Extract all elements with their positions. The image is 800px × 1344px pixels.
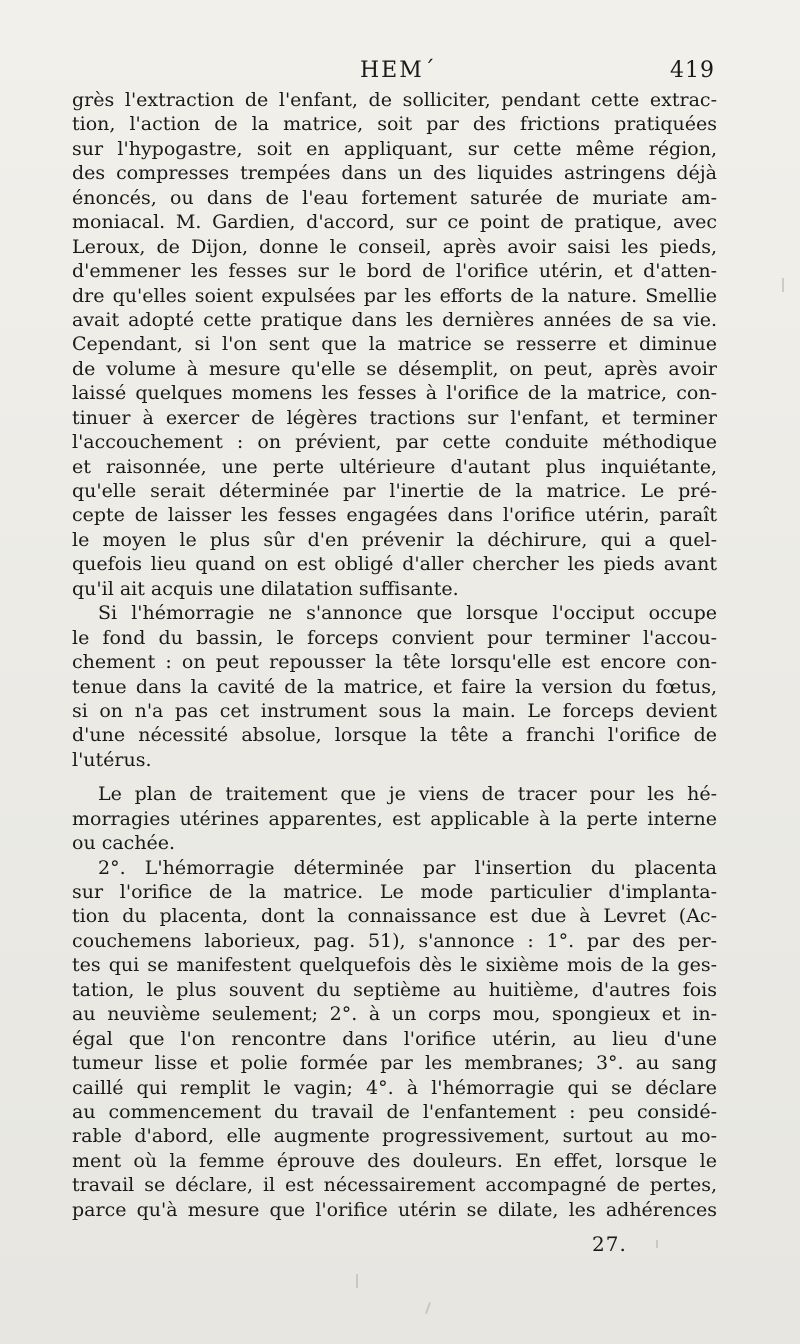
text-line: parce qu'à mesure que l'orifice utérin se dilate, les adhérences: [72, 1198, 717, 1221]
text-line: égal que l'on rencontre dans l'orifice utérin, au lieu d'une: [72, 1027, 717, 1050]
text-line: d'emmener les fesses sur le bord de l'orifice utérin, et d'atten-: [72, 260, 717, 283]
text-line: chement : on peut repousser la tête lorsqu'elle est encore con-: [72, 651, 717, 674]
page-number: 419: [670, 58, 715, 83]
text-line: couchemens laborieux, pag. 51), s'annonce : 1°. par des per-: [72, 929, 717, 952]
page-header: [70, 52, 715, 92]
text-line: avait adopté cette pratique dans les dernières années de sa vie.: [72, 308, 717, 331]
text-line: si on n'a pas cet instrument sous la main. Le forceps devient: [72, 699, 717, 722]
text-line: cepte de laisser les fesses engagées dans l'orifice utérin, paraît: [72, 504, 717, 527]
text-line: d'une nécessité absolue, lorsque la tête a franchi l'orifice de: [72, 724, 717, 747]
text-line: qu'elle serait déterminée par l'inertie de la matrice. Le pré-: [72, 480, 717, 502]
text-line: ou cachée.: [72, 832, 176, 855]
text-line: Leroux, de Dijon, donne le conseil, après avoir saisi les pieds,: [72, 235, 717, 258]
text-line: grès l'extraction de l'enfant, de solliciter, pendant cette extrac-: [72, 89, 717, 111]
paper-speck: [782, 278, 784, 292]
text-line: tion du placenta, dont la connaissance est due à Levret (Ac-: [72, 905, 717, 928]
text-line: le fond du bassin, le forceps convient pour terminer l'accou-: [72, 626, 717, 649]
text-line: le moyen le plus sûr d'en prévenir la déchirure, qui a quel-: [72, 528, 717, 551]
paper-speck: [425, 1302, 431, 1314]
text-line: laissé quelques momens les fesses à l'orifice de la matrice, con-: [72, 382, 717, 405]
text-line: Cependant, si l'on sent que la matrice se resserre et diminue: [72, 333, 717, 356]
text-line: rable d'abord, elle augmente progressivement, surtout au mo-: [72, 1125, 717, 1148]
text-line: caillé qui remplit le vagin; 4°. à l'hémorragie qui se déclare: [72, 1076, 717, 1099]
text-line: dre qu'elles soient expulsées par les efforts de la nature. Smellie: [72, 284, 717, 307]
text-line: l'accouchement : on prévient, par cette conduite méthodique: [72, 431, 717, 454]
paper-speck: [656, 1240, 658, 1248]
body-text: [72, 88, 717, 1222]
text-line: au commencement du travail de l'enfantement : peu considé-: [72, 1100, 717, 1123]
paper-speck: [356, 1274, 358, 1288]
text-line: tumeur lisse et polie formée par les membranes; 3°. au sang: [72, 1052, 717, 1075]
text-line: de volume à mesure qu'elle se désemplit, on peut, après avoir: [72, 357, 717, 380]
text-line: tinuer à exercer de légères tractions sur l'enfant, et terminer: [72, 406, 717, 429]
text-line: quefois lieu quand on est obligé d'aller chercher les pieds avant: [72, 553, 717, 576]
text-line: ment où la femme éprouve des douleurs. En effet, lorsque le: [72, 1149, 717, 1172]
text-line: tenue dans la cavité de la matrice, et faire la version du fœtus,: [72, 675, 717, 698]
text-line: morragies utérines apparentes, est applicable à la perte interne: [72, 807, 717, 830]
text-line: énoncés, ou dans de l'eau fortement saturée de muriate am-: [72, 186, 717, 209]
text-line: tion, l'action de la matrice, soit par des frictions pratiquées: [72, 113, 717, 136]
text-line: et raisonnée, une perte ultérieure d'autant plus inquiétante,: [72, 455, 717, 478]
signature-mark: 27.: [592, 1232, 627, 1256]
text-line: tes qui se manifestent quelquefois dès le sixième mois de la ges-: [72, 954, 717, 977]
text-line: l'utérus.: [72, 748, 152, 771]
running-head: HEM´: [360, 58, 437, 83]
text-line: travail se déclare, il est nécessairement accompagné de pertes,: [72, 1174, 717, 1197]
text-line: qu'il ait acquis une dilatation suffisante.: [72, 577, 459, 600]
text-line: Si l'hémorragie ne s'annonce que lorsque l'occiput occupe: [98, 602, 717, 625]
paragraph-gap: [72, 772, 717, 782]
text-line: des compresses trempées dans un des liquides astringens déjà: [72, 162, 717, 185]
text-line: sur l'hypogastre, soit en appliquant, sur cette même région,: [72, 137, 717, 160]
text-line: sur l'orifice de la matrice. Le mode particulier d'implanta-: [72, 881, 717, 903]
text-line: Le plan de traitement que je viens de tracer pour les hé-: [98, 783, 717, 806]
text-line: tation, le plus souvent du septième au huitième, d'autres fois: [72, 978, 717, 1001]
text-line: au neuvième seulement; 2°. à un corps mou, spongieux et in-: [72, 1003, 717, 1026]
text-line: moniacal. M. Gardien, d'accord, sur ce point de pratique, avec: [72, 211, 717, 234]
text-line: 2°. L'hémorragie déterminée par l'insertion du placenta: [98, 856, 717, 879]
